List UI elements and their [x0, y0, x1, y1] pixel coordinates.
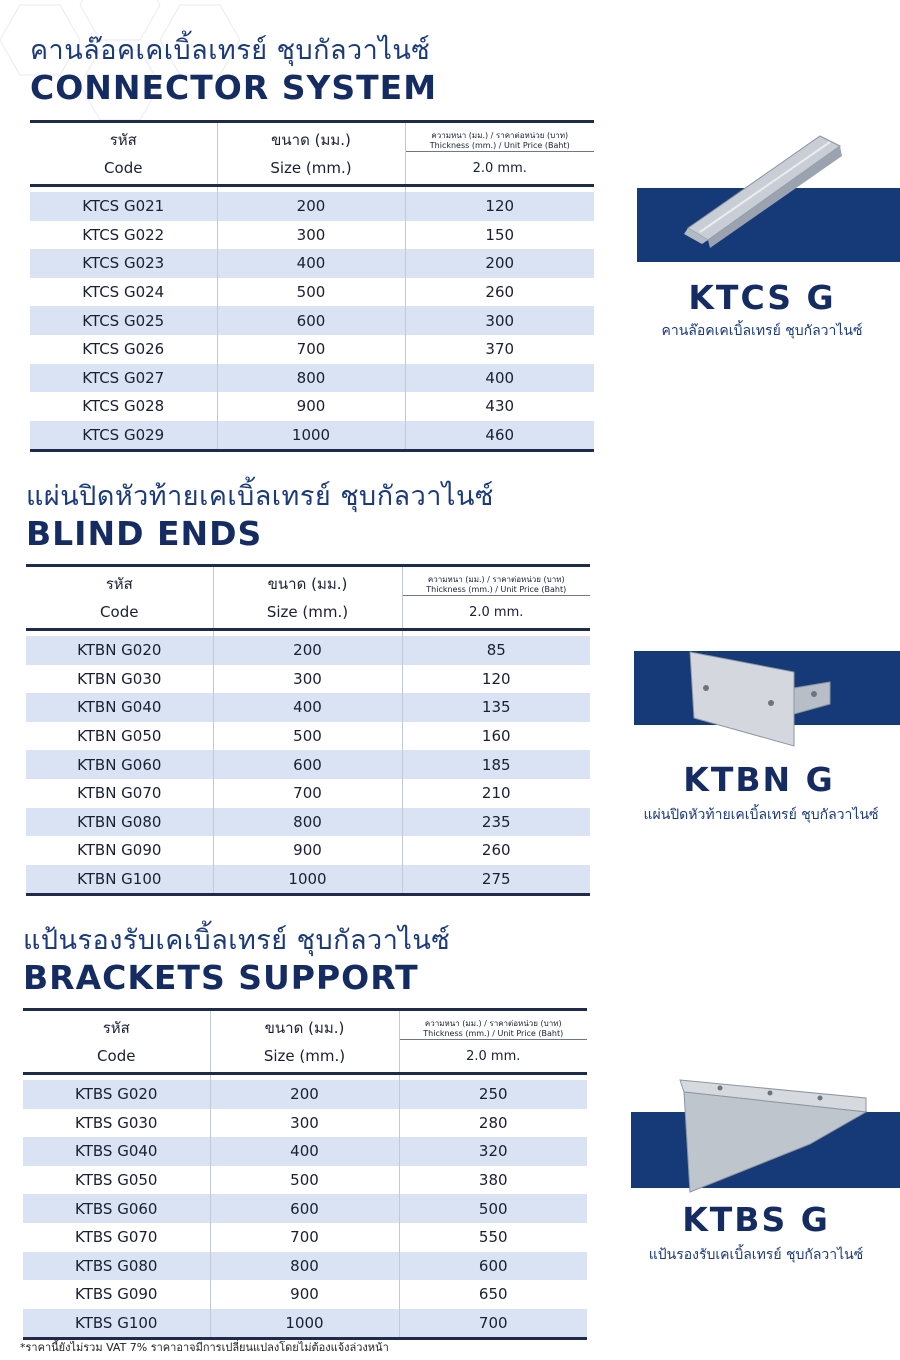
row-code: KTBN G040: [26, 693, 213, 722]
table-row: [30, 335, 594, 364]
section-title-english: BLIND ENDS: [26, 514, 263, 553]
row-size: 700: [213, 779, 402, 808]
row-price: 460: [405, 421, 594, 451]
row-size: 400: [217, 249, 405, 278]
header-code-english: Code: [26, 596, 213, 630]
row-size: 1000: [213, 865, 402, 895]
table-row: [26, 636, 590, 665]
blind-end-plate-image: [686, 648, 836, 748]
table-row: [26, 865, 590, 895]
table-row: [23, 1166, 587, 1195]
row-price: 235: [402, 808, 590, 837]
table-row: [23, 1309, 587, 1339]
header-size-thai: ขนาด (มม.): [213, 566, 402, 596]
row-price: 120: [405, 192, 594, 221]
header-code-english: Code: [30, 152, 217, 186]
header-thickness: 2.0 mm.: [405, 152, 594, 186]
header-size-thai: ขนาด (มม.): [210, 1010, 399, 1040]
row-code: KTBS G080: [23, 1252, 210, 1281]
row-code: KTBN G090: [26, 836, 213, 865]
row-price: 700: [399, 1309, 587, 1339]
header-code-english: Code: [23, 1040, 210, 1074]
row-price: 160: [481, 727, 511, 746]
row-price: 85: [402, 636, 590, 665]
row-price: 275: [402, 865, 590, 895]
table-row: [30, 278, 594, 307]
row-size: 500: [217, 278, 405, 307]
header-price-english: Thickness (mm.) / Unit Price (Baht): [429, 141, 570, 150]
row-code: KTCS G029: [30, 421, 217, 451]
table-row: [30, 192, 594, 221]
row-size: 800: [213, 808, 402, 837]
row-code: KTBS G030: [23, 1109, 210, 1138]
row-code: KTBN G060: [26, 750, 213, 779]
product-name-ktcs: คานล๊อคเคเบิ้ลเทรย์ ชุบกัลวาไนซ์: [661, 323, 863, 339]
header-thickness: 2.0 mm.: [402, 596, 590, 630]
row-code: KTBS G020: [23, 1080, 210, 1109]
row-size: 400: [213, 693, 402, 722]
row-size: 300: [217, 221, 405, 250]
row-code: KTBN G050: [26, 722, 213, 751]
section-title-thai: แผ่นปิดหัวท้ายเคเบิ้ลเทรย์ ชุบกัลวาไนซ์: [26, 481, 494, 512]
price-table-connector: [30, 120, 594, 452]
row-code: KTCS G026: [30, 335, 217, 364]
row-code: KTCS G028: [30, 392, 217, 421]
header-price-thai: ความหนา (มม.) / ราคาต่อหน่วย (บาท): [427, 575, 565, 584]
row-code: KTCS G022: [30, 221, 217, 250]
price-table-blind-ends: [26, 564, 590, 896]
row-price: 120: [481, 669, 511, 688]
row-size: 200: [210, 1080, 399, 1109]
table-row: [26, 665, 590, 694]
price-footnote: *ราคานี้ยังไม่รวม VAT 7% ราคาอาจมีการเปลี่ยนแปลงโดยไม่ต้องแจ้งล่วงหน้า: [20, 1341, 389, 1354]
table-row: [23, 1080, 587, 1109]
header-price-english: Thickness (mm.) / Unit Price (Baht): [426, 585, 567, 594]
table-row: [30, 364, 594, 393]
row-size: 200: [217, 192, 405, 221]
connector-beam-image: [680, 128, 850, 248]
row-price: 500: [399, 1194, 587, 1223]
header-price: [402, 566, 590, 596]
row-size: 1000: [210, 1309, 399, 1339]
header-code-thai: รหัส: [23, 1010, 210, 1040]
row-size: 500: [213, 722, 402, 751]
row-price: 280: [478, 1113, 508, 1132]
row-code: KTBN G080: [26, 808, 213, 837]
table-row: [23, 1252, 587, 1281]
table-row: [30, 221, 594, 250]
row-size: 800: [217, 364, 405, 393]
header-price: [405, 122, 594, 152]
row-code: KTCS G025: [30, 306, 217, 335]
row-price: 260: [485, 283, 515, 302]
table-row: [23, 1109, 587, 1138]
table-row: [23, 1280, 587, 1309]
table-row: [30, 306, 594, 335]
table-row: [23, 1223, 587, 1252]
product-code-ktbn: KTBN G: [683, 760, 835, 799]
row-code: KTBN G030: [26, 665, 213, 694]
row-code: KTBN G100: [26, 865, 213, 895]
table-row: [23, 1137, 587, 1166]
row-size: 700: [210, 1223, 399, 1252]
row-size: 200: [213, 636, 402, 665]
row-price: 250: [399, 1080, 587, 1109]
bracket-support-image: [660, 1074, 880, 1194]
header-size-thai: ขนาด (มม.): [217, 122, 405, 152]
row-price: 550: [478, 1228, 508, 1247]
header-price-thai: ความหนา (มม.) / ราคาต่อหน่วย (บาท): [424, 1019, 562, 1028]
row-price: 600: [399, 1252, 587, 1281]
row-size: 600: [213, 750, 402, 779]
row-price: 320: [399, 1137, 587, 1166]
row-code: KTBS G070: [23, 1223, 210, 1252]
row-price: 650: [478, 1285, 508, 1304]
table-row: [26, 693, 590, 722]
row-code: KTBN G070: [26, 779, 213, 808]
row-size: 500: [210, 1166, 399, 1195]
row-price: 370: [485, 340, 515, 359]
row-code: KTCS G027: [30, 364, 217, 393]
row-size: 600: [210, 1194, 399, 1223]
table-row: [30, 421, 594, 451]
header-thickness: 2.0 mm.: [399, 1040, 587, 1074]
row-price: 210: [481, 784, 511, 803]
section-title-thai: คานล๊อคเคเบิ้ลเทรย์ ชุบกัลวาไนซ์: [30, 35, 431, 66]
row-code: KTCS G021: [30, 192, 217, 221]
row-size: 700: [217, 335, 405, 364]
row-price: 200: [405, 249, 594, 278]
row-code: KTBS G090: [23, 1280, 210, 1309]
table-row: [30, 249, 594, 278]
row-price: 150: [485, 225, 515, 244]
row-size: 800: [210, 1252, 399, 1281]
row-size: 300: [210, 1109, 399, 1138]
section-title-english: BRACKETS SUPPORT: [23, 958, 419, 997]
row-price: 260: [481, 841, 511, 860]
table-row: [26, 750, 590, 779]
product-name-ktbn: แผ่นปิดหัวท้ายเคเบิ้ลเทรย์ ชุบกัลวาไนซ์: [643, 807, 879, 823]
section-connector-system: [30, 34, 437, 108]
row-code: KTBS G050: [23, 1166, 210, 1195]
row-size: 900: [213, 836, 402, 865]
row-price: 400: [405, 364, 594, 393]
product-name-ktbs: แป้นรองรับเคเบิ้ลเทรย์ ชุบกัลวาไนซ์: [648, 1247, 864, 1263]
header-size-english: Size (mm.): [217, 152, 405, 186]
section-blind-ends: [26, 480, 494, 554]
row-code: KTCS G023: [30, 249, 217, 278]
row-price: 300: [405, 306, 594, 335]
row-size: 300: [213, 665, 402, 694]
table-row: [26, 808, 590, 837]
row-size: 400: [210, 1137, 399, 1166]
table-row: [26, 722, 590, 751]
row-code: KTBS G060: [23, 1194, 210, 1223]
row-price: 135: [402, 693, 590, 722]
row-price: 380: [478, 1171, 508, 1190]
table-row: [30, 392, 594, 421]
row-code: KTCS G024: [30, 278, 217, 307]
row-price: 430: [485, 397, 515, 416]
table-row: [26, 779, 590, 808]
product-code-ktbs: KTBS G: [682, 1200, 830, 1239]
section-brackets-support: [23, 924, 450, 998]
header-size-english: Size (mm.): [210, 1040, 399, 1074]
header-price-thai: ความหนา (มม.) / ราคาต่อหน่วย (บาท): [431, 131, 569, 140]
row-price: 185: [402, 750, 590, 779]
header-size-english: Size (mm.): [213, 596, 402, 630]
row-code: KTBS G100: [23, 1309, 210, 1339]
header-code-thai: รหัส: [30, 122, 217, 152]
row-code: KTBS G040: [23, 1137, 210, 1166]
row-size: 600: [217, 306, 405, 335]
section-title-english: CONNECTOR SYSTEM: [30, 68, 438, 107]
row-size: 900: [217, 392, 405, 421]
header-price-english: Thickness (mm.) / Unit Price (Baht): [423, 1029, 564, 1038]
table-row: [26, 836, 590, 865]
product-code-ktcs: KTCS G: [688, 278, 836, 317]
header-code-thai: รหัส: [26, 566, 213, 596]
row-code: KTBN G020: [26, 636, 213, 665]
row-size: 900: [210, 1280, 399, 1309]
section-title-thai: แป้นรองรับเคเบิ้ลเทรย์ ชุบกัลวาไนซ์: [23, 925, 451, 956]
table-row: [23, 1194, 587, 1223]
header-price: [399, 1010, 587, 1040]
price-table-brackets: [23, 1008, 587, 1340]
row-size: 1000: [217, 421, 405, 451]
